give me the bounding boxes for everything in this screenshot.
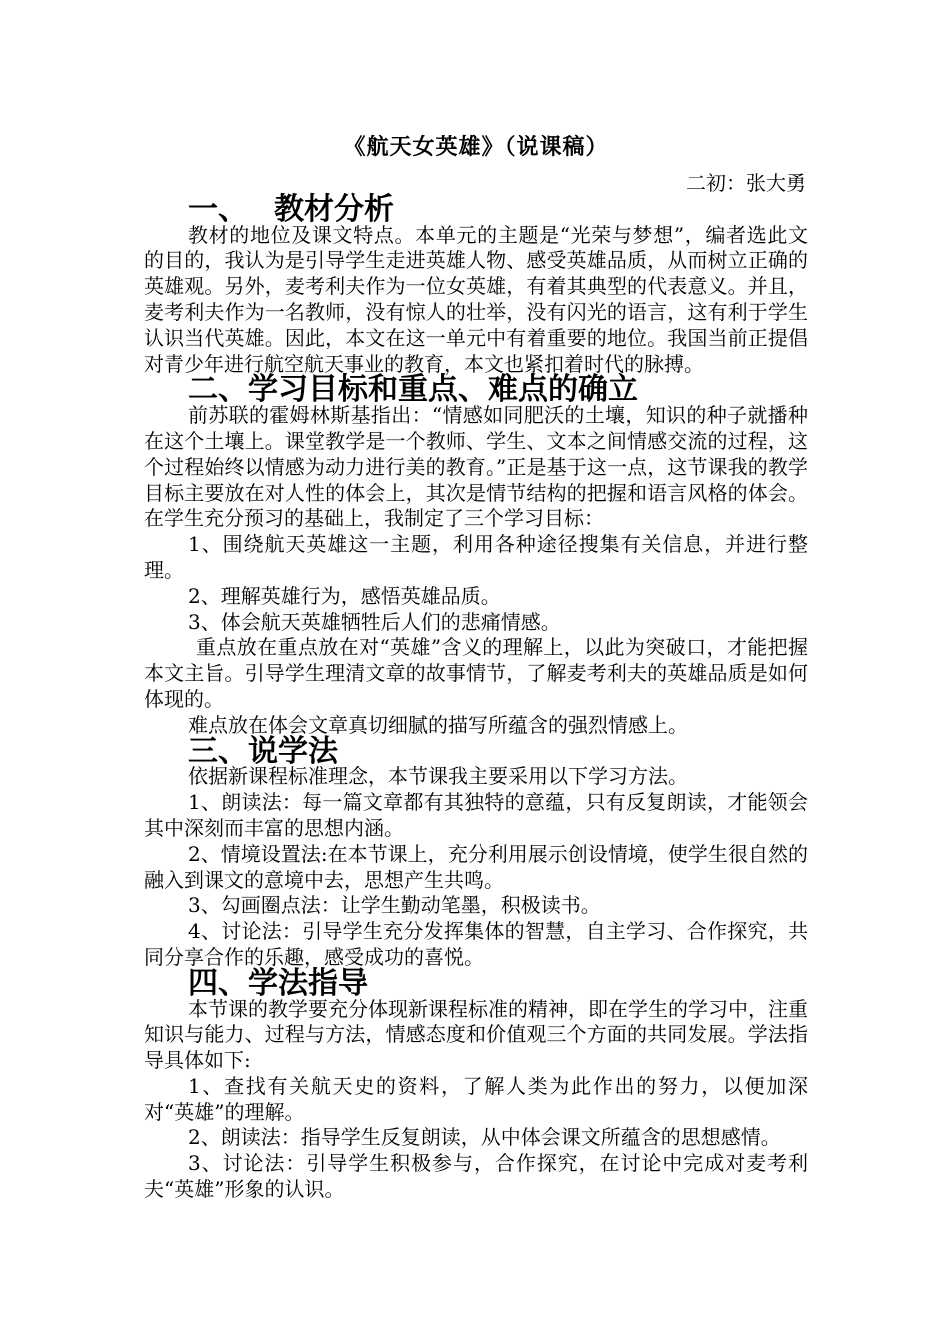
list-item: 4、讨论法：引导学生充分发挥集体的智慧，自主学习、合作探究，共同分享合作的乐趣，感受成功的喜悦。 [144,919,808,969]
paragraph: 前苏联的霍姆林斯基指出：“情感如同肥沃的土壤，知识的种子就播种在这个土壤上。课堂教学是一个教师、学生、文本之间情感交流的过程，这个过程始终以情感为动力进行美的教育。”正是基于这一点，这节课我的教学目标主要放在对人性的体会上，其次是情节结构的把握和语言风格的体会。在学生充分预习的基础上，我制定了三个学习目标： [144,403,808,531]
section-heading-3: 三、说学法 [188,733,338,769]
paragraph: 重点放在重点放在对“英雄”含义的理解上，以此为突破口，才能把握本文主旨。引导学生理清文章的故事情节，了解麦考利夫的英雄品质是如何体现的。 [144,635,808,711]
author-line: 二初：张大勇 [686,171,806,195]
list-item: 3、讨论法：引导学生积极参与，合作探究，在讨论中完成对麦考利夫“英雄”形象的认识。 [144,1151,808,1202]
section-heading-1 [144,191,808,227]
paragraph: 依据新课程标准理念，本节课我主要采用以下学习方法。 [188,764,688,789]
document-page [144,128,808,1203]
paragraph: 本节课的教学要充分体现新课程标准的精神，即在学生的学习中，注重知识与能力、过程与方法，情感态度和价值观三个方面的共同发展。学法指导具体如下: [144,996,808,1073]
list-item: 3、勾画圈点法：让学生勤动笔墨，积极读书。 [188,893,601,918]
section-title: 教材分析 [274,191,394,227]
list-item: 3、体会航天英雄牺牲后人们的悲痛情感。 [188,609,561,634]
list-item: 2、理解英雄行为，感悟英雄品质。 [188,583,501,608]
list-item: 2、朗读法：指导学生反复朗读，从中体会课文所蕴含的思想感情。 [188,1125,781,1150]
paragraph: 教材的地位及课文特点。本单元的主题是“光荣与梦想”，编者选此文的目的，我认为是引导学生走进英雄人物、感受英雄品质，从而树立正确的英雄观。另外，麦考利夫作为一位女英雄，有着其典型的代表意义。并且，麦考利夫作为一名教师，没有惊人的壮举，没有闪光的语言，这有利于学生认识当代英雄。因此，本文在这一单元中有着重要的地位。我国当前正提倡对青少年进行航空航天事业的教育，本文也紧扣着时代的脉搏。 [144,222,808,376]
list-item: 1、围绕航天英雄这一主题，利用各种途径搜集有关信息，并进行整理。 [144,532,808,582]
section-heading-2: 二、学习目标和重点、难点的确立 [188,372,638,408]
list-item: 1、朗读法：每一篇文章都有其独特的意蕴，只有反复朗读，才能领会其中深刻而丰富的思想内涵。 [144,790,808,840]
section-number: 一、 [188,191,248,227]
list-item: 2、情境设置法:在本节课上，充分利用展示创设情境，使学生很自然的融入到课文的意境中去，思想产生共鸣。 [144,841,808,892]
list-item: 1、查找有关航天史的资料，了解人类为此作出的努力，以便加深对“英雄”的理解。 [144,1073,808,1124]
section-heading-4: 四、学法指导 [188,965,368,1001]
paragraph: 难点放在体会文章真切细腻的描写所蕴含的强烈情感上。 [188,712,688,737]
document-title: 《航天女英雄》（说课稿） [343,135,609,160]
